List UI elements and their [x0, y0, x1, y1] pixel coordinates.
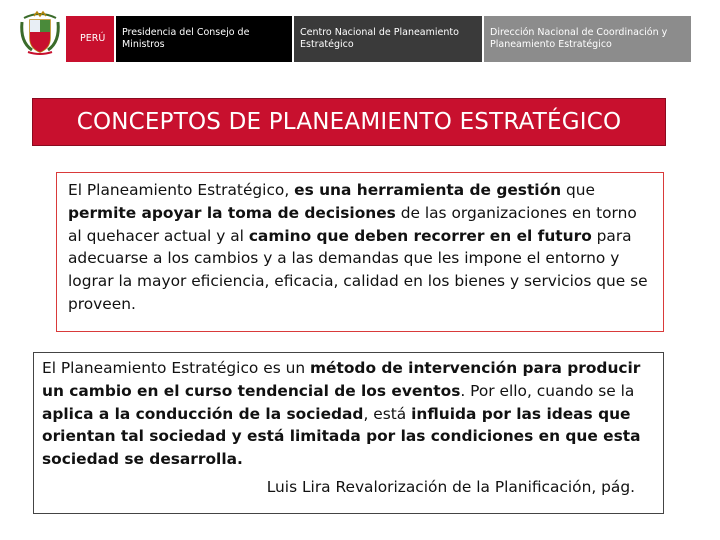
p1-bold-3: camino que deben recorrer en el futuro	[248, 226, 592, 245]
ceplan-segment: Centro Nacional de Planeamiento Estratégico	[294, 16, 482, 62]
p1-text-2: que	[561, 181, 595, 199]
p1-text-1: El Planeamiento Estratégico,	[68, 181, 295, 199]
p2-text-3: , está	[363, 404, 412, 423]
p2-bold-2: aplica a la conducción de la sociedad	[42, 404, 364, 423]
p1-bold-1: es una herramienta de gestión	[294, 181, 562, 199]
directorate-segment: Dirección Nacional de Coordinación y Planeamiento Estratégico	[484, 16, 691, 62]
country-label: PERÚ	[80, 33, 106, 44]
p1-text-3: de las organizaciones en torno al quehacer actual y al	[68, 203, 637, 245]
header-bar	[0, 0, 720, 64]
peru-coat-of-arms-icon	[18, 10, 62, 56]
country-segment	[66, 16, 114, 62]
p2-text-2: . Por ello, cuando se la	[460, 381, 635, 400]
definition-box	[56, 172, 664, 332]
quote-box	[33, 352, 664, 514]
p2-text-1: El Planeamiento Estratégico es un	[42, 359, 311, 377]
p2-bold-3: influida por las ideas que orientan tal sociedad y está limitada por las condiciones en que esta sociedad se desarrolla.	[42, 404, 641, 469]
p2-bold-1: método de intervención para producir un cambio en el curso tendencial de los eventos	[42, 359, 641, 400]
pcm-segment: Presidencia del Consejo de Ministros	[116, 16, 292, 62]
p1-text-4: para adecuarse a los cambios y a las demandas que les impone el entorno y lograr la mayor eficiencia, eficacia, calidad en los bienes y servicios que se proveen.	[68, 226, 648, 313]
citation: Luis Lira Revalorización de la Planificación, pág.	[266, 477, 635, 496]
slide-title: CONCEPTOS DE PLANEAMIENTO ESTRATÉGICO	[32, 98, 666, 146]
p1-bold-2: permite apoyar la toma de decisiones	[68, 203, 396, 222]
